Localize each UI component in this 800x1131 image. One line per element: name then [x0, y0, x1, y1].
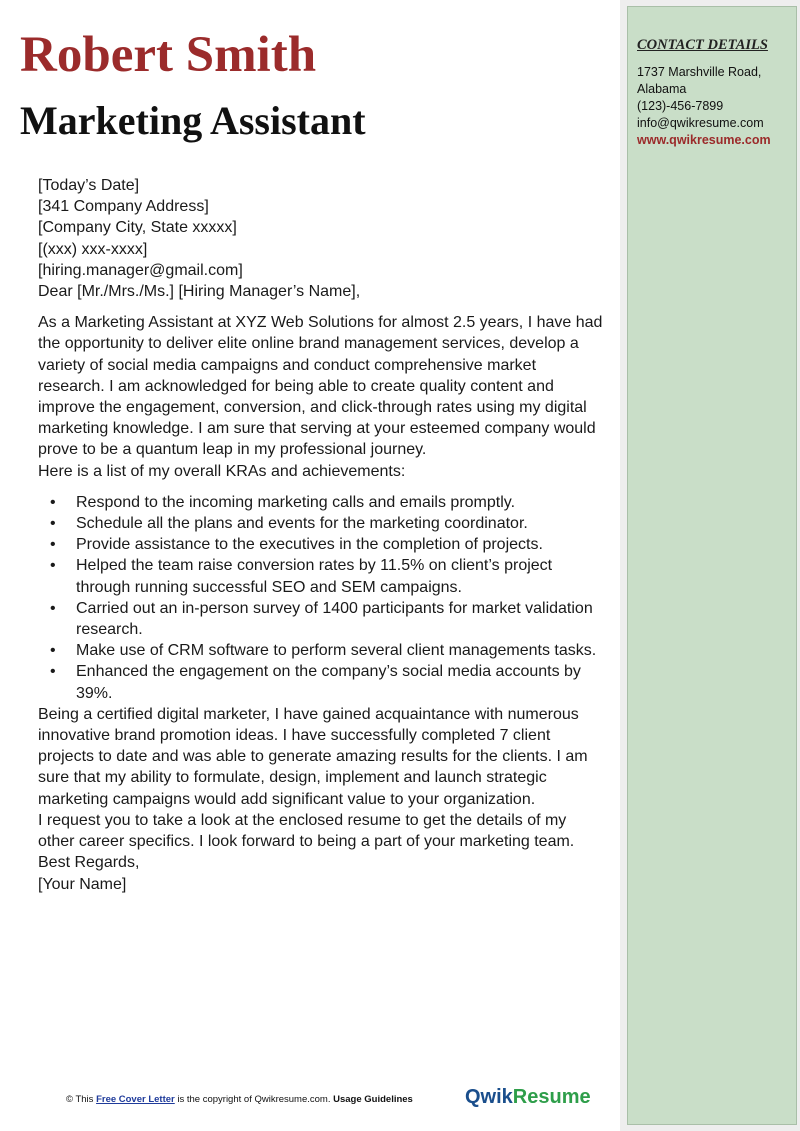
- sign-off: Best Regards,: [38, 854, 140, 872]
- recipient-block: [38, 196, 604, 281]
- recipient-email: [hiring.manager@gmail.com]: [38, 261, 243, 279]
- contact-website[interactable]: www.qwikresume.com: [637, 133, 771, 147]
- contact-email[interactable]: info@qwikresume.com: [637, 116, 764, 130]
- contact-address-line2: Alabama: [637, 82, 687, 96]
- list-item: • Enhanced the engagement on the company’s social media accounts by 39%.: [76, 661, 604, 703]
- intro-paragraph: As a Marketing Assistant at XYZ Web Solutions for almost 2.5 years, I have had the opportunity to deliver elite online brand management services, develop a variety of social media campaigns and conduct comprehensive market research. I am acknowledged for being able to create quality content and improve the engagement, conversion, and click-through rates using my digital marketing knowledge. I am sure that serving at your esteemed company would prove to be a quantum leap in my professional journey.: [38, 314, 603, 459]
- signature: [Your Name]: [38, 875, 127, 893]
- letter-body: [38, 175, 604, 895]
- list-intro: Here is a list of my overall KRAs and achievements:: [38, 462, 406, 480]
- recipient-city: [Company City, State xxxxx]: [38, 219, 237, 237]
- footer-middle: is the copyright of Qwikresume.com.: [177, 1094, 331, 1105]
- list-item: • Provide assistance to the executives in the completion of projects.: [76, 534, 604, 555]
- logo-part-resume: Resume: [512, 1086, 591, 1108]
- copyright-icon: ©: [66, 1094, 73, 1105]
- footer-copyright: [66, 1094, 413, 1105]
- list-item: • Schedule all the plans and events for the marketing coordinator.: [76, 513, 604, 534]
- list-item: • Respond to the incoming marketing calls and emails promptly.: [76, 492, 604, 513]
- list-item: • Make use of CRM software to perform several client managements tasks.: [76, 640, 604, 661]
- salutation: Dear [Mr./Mrs./Ms.] [Hiring Manager’s Name],: [38, 283, 361, 301]
- list-item: • Helped the team raise conversion rates by 11.5% on client’s project through running successful SEO and SEM campaigns.: [76, 555, 604, 597]
- logo-part-qwik: Qwik: [465, 1086, 513, 1108]
- contact-phone: (123)-456-7899: [637, 99, 724, 113]
- qwikresume-logo[interactable]: [465, 1086, 591, 1109]
- free-cover-letter-link[interactable]: Free Cover Letter: [96, 1094, 175, 1105]
- letter-date: [Today’s Date]: [38, 177, 140, 194]
- usage-guidelines-link[interactable]: Usage Guidelines: [333, 1094, 413, 1105]
- applicant-name: Robert Smith: [20, 27, 317, 83]
- job-title: Marketing Assistant: [20, 98, 366, 143]
- footer-prefix: This: [75, 1094, 94, 1105]
- body-paragraph: Being a certified digital marketer, I have gained acquaintance with numerous innovative brand promotion ideas. I have successfully completed 7 client projects to date and was able to generate amazing results for the clients. I am sure that my ability to formulate, design, implement and launch strategic marketing campaigns would add significant value to your organization.: [38, 705, 588, 808]
- contact-sidebar: [627, 6, 797, 1125]
- contact-address-line1: 1737 Marshville Road,: [637, 65, 762, 79]
- recipient-address: [341 Company Address]: [38, 198, 209, 216]
- contact-heading: CONTACT DETAILS: [637, 37, 768, 53]
- recipient-phone: [(xxx) xxx-xxxx]: [38, 240, 148, 258]
- list-item: • Carried out an in-person survey of 1400 participants for market validation research.: [76, 598, 604, 640]
- achievements-list: [38, 492, 604, 704]
- closing-paragraph: I request you to take a look at the enclosed resume to get the details of my other career specifics. I look forward to being a part of your marketing team.: [38, 811, 575, 851]
